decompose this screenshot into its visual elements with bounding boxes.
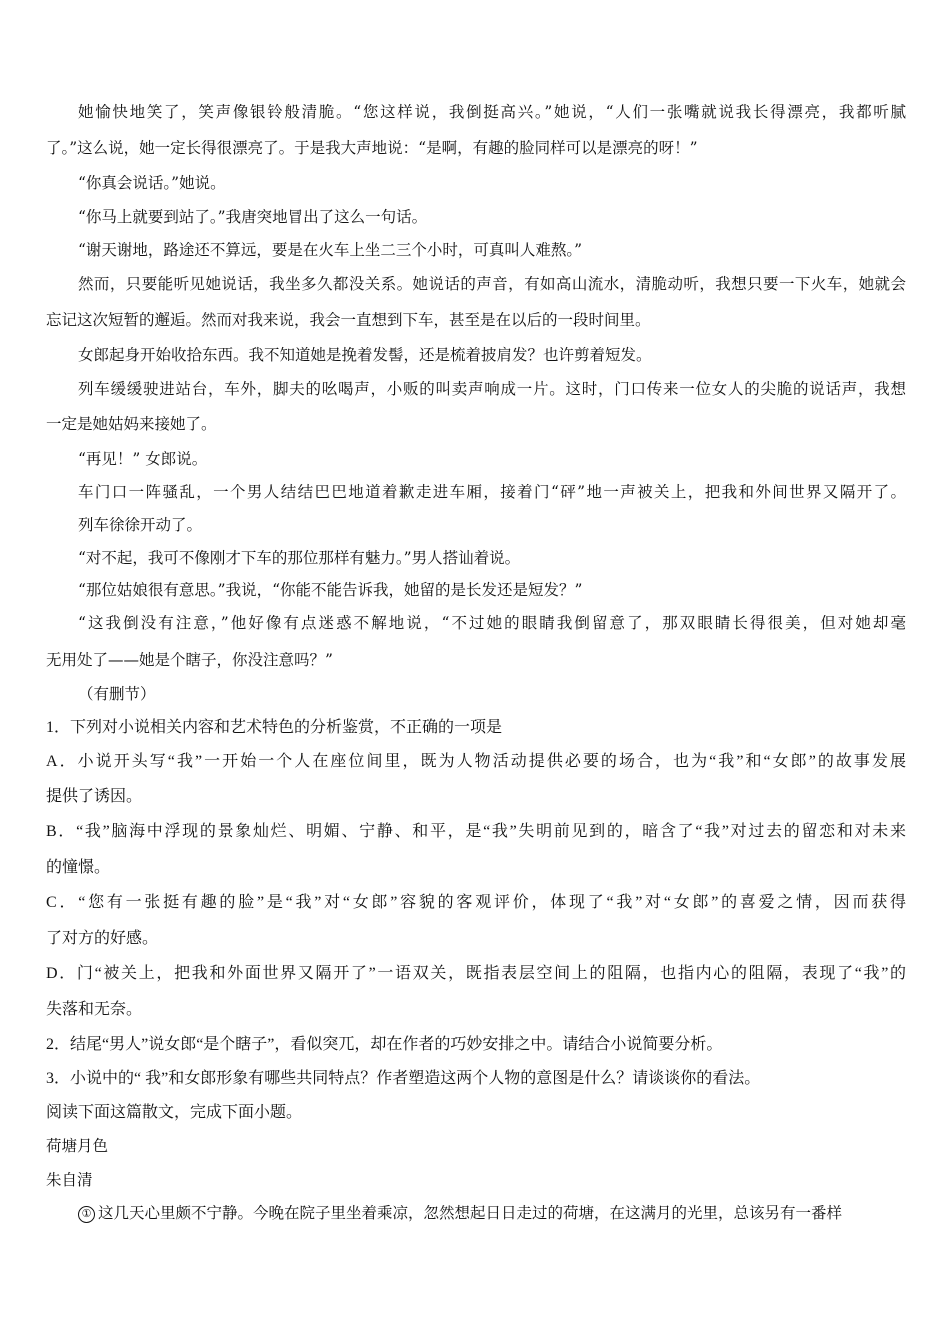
option-a-line-1: A．小说开头写“我”一开始一个人在座位间里，既为人物活动提供必要的场合，也为“我”和“女郎”的故事发展 <box>46 753 906 770</box>
story-paragraph-7-line-2: 一定是她姑妈来接她了。 <box>46 415 217 433</box>
essay-instruction: 阅读下面这篇散文，完成下面小题。 <box>46 1104 303 1121</box>
option-b-line-2: 的憧憬。 <box>46 859 111 876</box>
essay-paragraph-1-line-1 <box>78 1203 906 1223</box>
story-paragraph-5-line-1: 然而，只要能听见她说话，我坐多久都没关系。她说话的声音，有如高山流水，清脆动听，我想只要一下火车，她就会 <box>78 275 906 293</box>
story-paragraph-11: “对不起，我可不像刚才下车的那位那样有魅力。”男人搭讪着说。 <box>78 549 521 567</box>
essay-author: 朱自清 <box>46 1171 93 1189</box>
story-paragraph-6: 女郎起身开始收拾东西。我不知道她是挽着发髻，还是梳着披肩发？也许剪着短发。 <box>78 346 652 364</box>
option-c-line-2: 了对方的好感。 <box>46 930 159 947</box>
story-paragraph-12: “那位姑娘很有意思。”我说，“你能不能告诉我，她留的是长发还是短发？” <box>78 581 583 599</box>
story-paragraph-13-line-1: “这我倒没有注意，”他好像有点迷惑不解地说，“不过她的眼睛我倒留意了，那双眼睛长得很美，但对她却毫 <box>78 614 906 632</box>
story-paragraph-4: “谢天谢地，路途还不算远，要是在火车上坐二三个小时，可真叫人难熬。” <box>78 241 583 259</box>
paragraph-number-marker: ① <box>78 1206 95 1223</box>
question-3: 3．小说中的“ 我”和女郎形象有哪些共同特点？作者塑造这两个人物的意图是什么？请谈谈你的看法。 <box>46 1070 761 1087</box>
essay-paragraph-1-text: 这几天心里颇不宁静。今晚在院子里坐着乘凉，忽然想起日日走过的荷塘，在这满月的光里，总该另有一番样 <box>98 1204 843 1222</box>
story-paragraph-5-line-2: 忘记这次短暂的邂逅。然而对我来说，我会一直想到下车，甚至是在以后的一段时间里。 <box>46 311 651 329</box>
story-paragraph-7-line-1: 列车缓缓驶进站台，车外，脚夫的吆喝声，小贩的叫卖声响成一片。这时，门口传来一位女人的尖脆的说话声，我想 <box>78 380 906 398</box>
question-2: 2．结尾“男人”说女郎“是个瞎子”，看似突兀，却在作者的巧妙安排之中。请结合小说简要分析。 <box>46 1036 723 1053</box>
option-a-line-2: 提供了诱因。 <box>46 788 143 805</box>
option-c-line-1: C．“您有一张挺有趣的脸”是“我”对“女郎”容貌的客观评价，体现了“我”对“女郎”的喜爱之情，因而获得 <box>46 894 906 911</box>
option-b-line-1: B．“我”脑海中浮现的景象灿烂、明媚、宁静、和平，是“我”失明前见到的，暗含了“我”对过去的留恋和对未来 <box>46 823 906 840</box>
story-paragraph-1-line-1: 她愉快地笑了，笑声像银铃般清脆。“您这样说，我倒挺高兴。”她说，“人们一张嘴就说我长得漂亮，我都听腻 <box>78 103 906 121</box>
essay-title: 荷塘月色 <box>46 1137 109 1155</box>
story-paragraph-8: “再见！” 女郎说。 <box>78 450 208 468</box>
option-d-line-2: 失落和无奈。 <box>46 1001 143 1018</box>
abridged-note: （有删节） <box>78 685 156 703</box>
story-paragraph-9: 车门口一阵骚乱，一个男人结结巴巴地道着歉走进车厢，接着门“砰”地一声被关上，把我和外间世界又隔开了。 <box>78 483 906 501</box>
story-paragraph-3: “你马上就要到站了。”我唐突地冒出了这么一句话。 <box>78 208 428 226</box>
question-1: 1．下列对小说相关内容和艺术特色的分析鉴赏，不正确的一项是 <box>46 719 503 736</box>
story-paragraph-2: “你真会说话。”她说。 <box>78 174 226 192</box>
option-d-line-1: D．门“被关上，把我和外面世界又隔开了”一语双关，既指表层空间上的阻隔，也指内心的阻隔，表现了“我”的 <box>46 965 906 982</box>
story-paragraph-10: 列车徐徐开动了。 <box>78 516 203 534</box>
story-paragraph-1-line-2: 了。”这么说，她一定长得很漂亮了。于是我大声地说：“是啊，有趣的脸同样可以是漂亮的呀！” <box>46 139 698 157</box>
story-paragraph-13-line-2: 无用处了——她是个瞎子，你没注意吗？” <box>46 651 333 669</box>
